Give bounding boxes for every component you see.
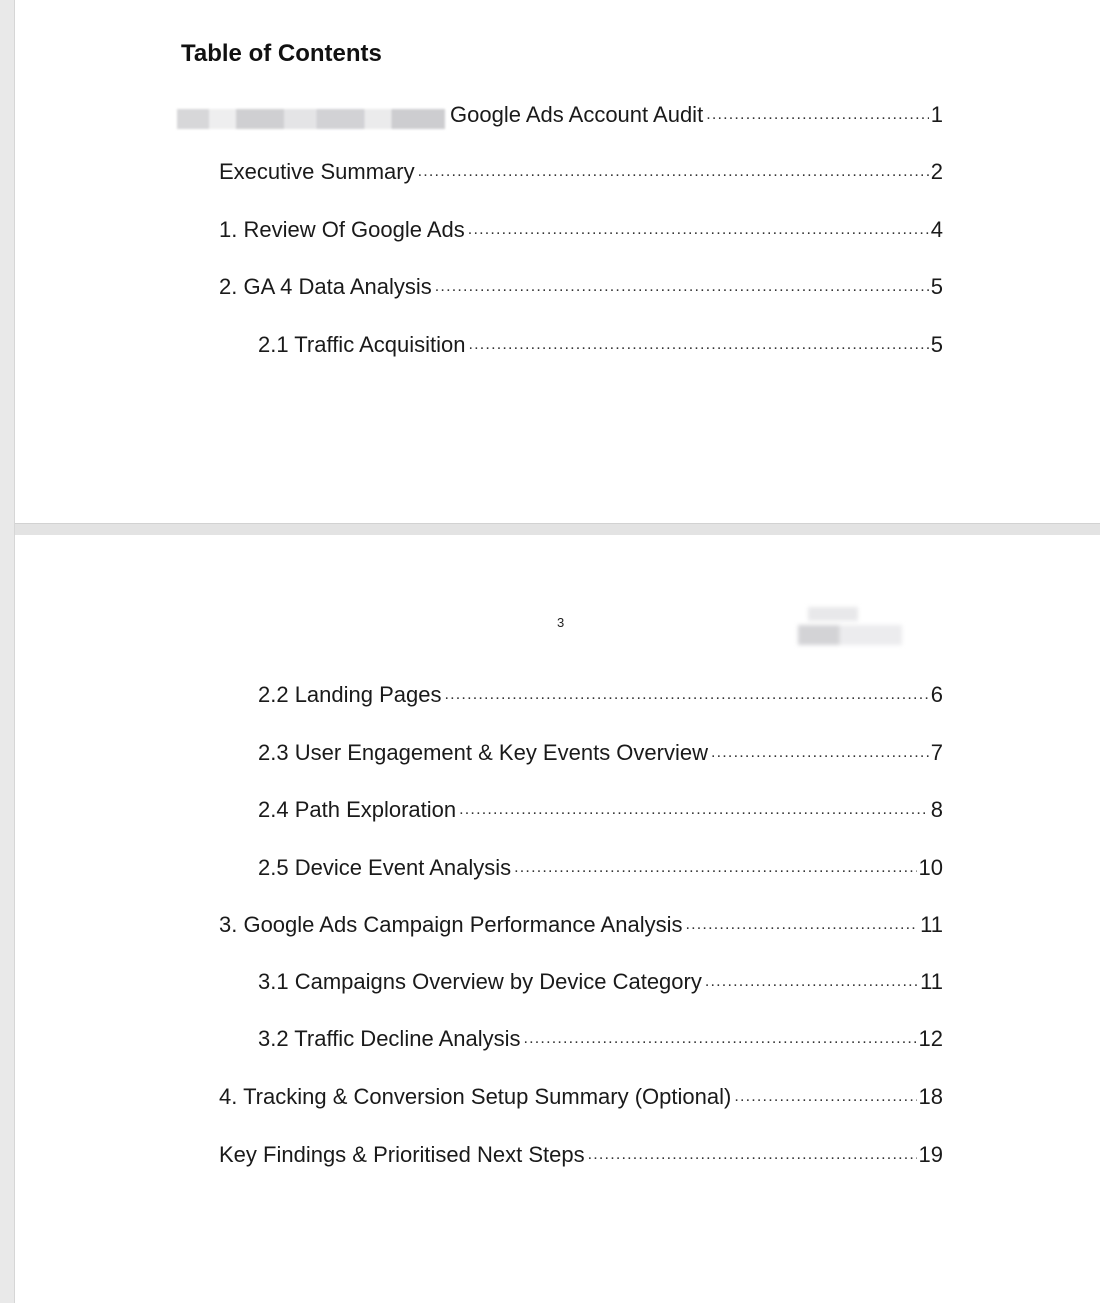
- toc-entry-page: 1: [930, 102, 943, 127]
- toc-entry-page: 6: [930, 682, 943, 707]
- toc-heading: Table of Contents: [181, 40, 382, 67]
- toc-entry-page: 4: [930, 217, 943, 242]
- toc-entry[interactable]: [258, 1024, 943, 1054]
- toc-entry-title: 2.4 Path Exploration: [258, 797, 457, 822]
- toc-entry-page: 11: [920, 969, 943, 994]
- dot-leader: [445, 684, 929, 706]
- toc-entry[interactable]: [450, 100, 943, 130]
- toc-entry-title: 1. Review Of Google Ads: [219, 217, 465, 242]
- viewer-left-gutter: [0, 0, 15, 1303]
- toc-entry-page: 19: [918, 1142, 943, 1167]
- toc-entry-page: 8: [930, 797, 943, 822]
- toc-entry-page: 11: [920, 912, 943, 937]
- dot-leader: [711, 742, 929, 764]
- toc-entry-title: 2.2 Landing Pages: [258, 682, 442, 707]
- toc-entry-page: 2: [930, 159, 943, 184]
- dot-leader: [588, 1144, 917, 1166]
- toc-entry[interactable]: [219, 910, 943, 940]
- dot-leader: [734, 1086, 916, 1108]
- page-number: 3: [557, 615, 565, 630]
- dot-leader: [705, 971, 918, 993]
- toc-entry-page: 5: [930, 332, 943, 357]
- redacted-client-name: [177, 109, 445, 129]
- toc-entry-page: 18: [918, 1084, 943, 1109]
- toc-entry[interactable]: [258, 795, 943, 825]
- dot-leader: [468, 219, 929, 241]
- dot-leader: [706, 104, 929, 126]
- toc-entry[interactable]: [219, 1140, 943, 1170]
- dot-leader: [524, 1028, 917, 1050]
- toc-entry-title: Google Ads Account Audit: [450, 102, 704, 127]
- toc-entry-title: 4. Tracking & Conversion Setup Summary (Optional): [219, 1084, 732, 1109]
- toc-entry[interactable]: [258, 853, 943, 883]
- toc-entry-title: 2.1 Traffic Acquisition: [258, 332, 466, 357]
- dot-leader: [469, 334, 929, 356]
- document-page-1: [15, 0, 1100, 523]
- toc-entry-title: Key Findings & Prioritised Next Steps: [219, 1142, 585, 1167]
- toc-entry[interactable]: [258, 738, 943, 768]
- document-page-2: [15, 535, 1100, 1303]
- toc-entry-page: 12: [918, 1026, 943, 1051]
- toc-entry[interactable]: [258, 967, 943, 997]
- toc-entry[interactable]: [219, 1082, 943, 1112]
- toc-entry[interactable]: [219, 157, 943, 187]
- toc-entry[interactable]: [219, 215, 943, 245]
- toc-entry-title: Executive Summary: [219, 159, 415, 184]
- toc-entry-title: 3. Google Ads Campaign Performance Analysis: [219, 912, 683, 937]
- toc-entry-title: 2.5 Device Event Analysis: [258, 855, 512, 880]
- toc-entry[interactable]: [258, 680, 943, 710]
- toc-entry-page: 7: [930, 740, 943, 765]
- toc-entry-title: 2. GA 4 Data Analysis: [219, 274, 432, 299]
- toc-entry-title: 3.2 Traffic Decline Analysis: [258, 1026, 521, 1051]
- toc-entry-page: 10: [918, 855, 943, 880]
- toc-entry[interactable]: [258, 330, 943, 360]
- toc-entry[interactable]: [219, 272, 943, 302]
- toc-entry-page: 5: [930, 274, 943, 299]
- redacted-logo: [798, 603, 902, 647]
- dot-leader: [514, 857, 916, 879]
- dot-leader: [435, 276, 929, 298]
- toc-entry-title: 3.1 Campaigns Overview by Device Category: [258, 969, 702, 994]
- dot-leader: [685, 914, 918, 936]
- toc-entry-title: 2.3 User Engagement & Key Events Overview: [258, 740, 708, 765]
- dot-leader: [418, 161, 929, 183]
- dot-leader: [459, 799, 929, 821]
